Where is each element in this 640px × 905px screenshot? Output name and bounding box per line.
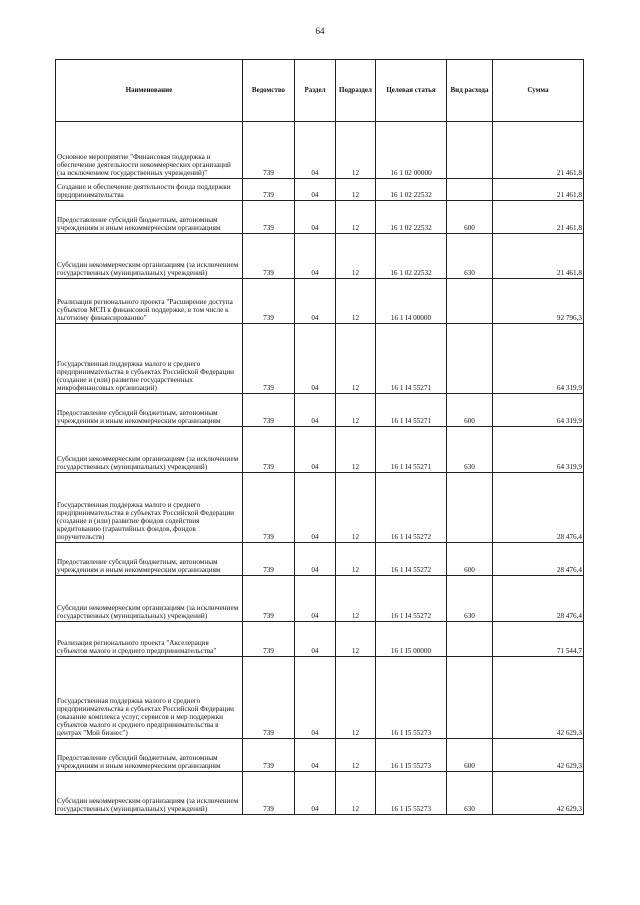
table-row bbox=[56, 622, 584, 657]
table-row bbox=[56, 324, 584, 394]
row-exp-type bbox=[447, 279, 493, 324]
row-section: 04 bbox=[295, 201, 336, 234]
table-row bbox=[56, 427, 584, 473]
row-section: 04 bbox=[295, 657, 336, 739]
row-section: 04 bbox=[295, 324, 336, 394]
row-dept: 739 bbox=[243, 394, 295, 427]
row-section: 04 bbox=[295, 122, 336, 179]
row-exp-type bbox=[447, 122, 493, 179]
row-target: 16 1 I5 55273 bbox=[376, 739, 447, 772]
row-section: 04 bbox=[295, 279, 336, 324]
row-target: 16 1 I4 55271 bbox=[376, 394, 447, 427]
row-name: Субсидии некоммерческим организациям (за исключением государственных (муниципальных) учреждений) bbox=[56, 427, 243, 473]
row-section: 04 bbox=[295, 576, 336, 622]
row-amount: 92 796,3 bbox=[493, 279, 584, 324]
row-exp-type: 630 bbox=[447, 576, 493, 622]
row-exp-type: 630 bbox=[447, 427, 493, 473]
row-name: Реализация регионального проекта "Расширение доступа субъектов МСП к финансовой поддержке, в том числе к льготному финансированию" bbox=[56, 279, 243, 324]
row-section: 04 bbox=[295, 622, 336, 657]
row-amount: 21 461,8 bbox=[493, 179, 584, 201]
row-name: Создание и обеспечение деятельности фонда поддержки предпринимательства bbox=[56, 179, 243, 201]
row-amount: 64 319,9 bbox=[493, 427, 584, 473]
row-name: Предоставление субсидий бюджетным, автономным учреждениям и иным некоммерческим организациям bbox=[56, 394, 243, 427]
row-subsection: 12 bbox=[336, 739, 376, 772]
row-target: 16 1 I4 00000 bbox=[376, 279, 447, 324]
row-amount: 64 319,9 bbox=[493, 394, 584, 427]
table-row bbox=[56, 234, 584, 279]
table-row bbox=[56, 394, 584, 427]
row-exp-type bbox=[447, 473, 493, 543]
row-amount: 28 476,4 bbox=[493, 576, 584, 622]
row-section: 04 bbox=[295, 739, 336, 772]
header-subsection: Подраздел bbox=[336, 60, 376, 122]
row-target: 16 1 I4 55272 bbox=[376, 543, 447, 576]
row-target: 16 1 I4 55272 bbox=[376, 473, 447, 543]
row-subsection: 12 bbox=[336, 473, 376, 543]
row-name: Реализация регионального проекта "Акселерация субъектов малого и среднего предпринимательства" bbox=[56, 622, 243, 657]
row-dept: 739 bbox=[243, 543, 295, 576]
row-name: Предоставление субсидий бюджетным, автономным учреждениям и иным некоммерческим организациям bbox=[56, 739, 243, 772]
table-row bbox=[56, 772, 584, 815]
header-name: Наименование bbox=[56, 60, 243, 122]
table-row bbox=[56, 739, 584, 772]
table-row bbox=[56, 543, 584, 576]
row-subsection: 12 bbox=[336, 543, 376, 576]
row-amount: 71 544,7 bbox=[493, 622, 584, 657]
row-target: 16 1 I5 55273 bbox=[376, 772, 447, 815]
row-subsection: 12 bbox=[336, 622, 376, 657]
row-exp-type: 600 bbox=[447, 201, 493, 234]
row-target: 16 1 I4 55271 bbox=[376, 324, 447, 394]
row-target: 16 1 02 22532 bbox=[376, 201, 447, 234]
row-target: 16 1 I4 55271 bbox=[376, 427, 447, 473]
table-row bbox=[56, 657, 584, 739]
row-exp-type: 600 bbox=[447, 543, 493, 576]
row-name: Предоставление субсидий бюджетным, автономным учреждениям и иным некоммерческим организациям bbox=[56, 543, 243, 576]
row-subsection: 12 bbox=[336, 427, 376, 473]
row-amount: 42 629,3 bbox=[493, 739, 584, 772]
row-section: 04 bbox=[295, 394, 336, 427]
row-target: 16 1 I4 55272 bbox=[376, 576, 447, 622]
row-dept: 739 bbox=[243, 122, 295, 179]
row-dept: 739 bbox=[243, 179, 295, 201]
row-dept: 739 bbox=[243, 739, 295, 772]
table-row bbox=[56, 473, 584, 543]
row-target: 16 1 02 22532 bbox=[376, 179, 447, 201]
row-dept: 739 bbox=[243, 201, 295, 234]
row-dept: 739 bbox=[243, 324, 295, 394]
row-subsection: 12 bbox=[336, 201, 376, 234]
header-dept: Ведомство bbox=[243, 60, 295, 122]
row-amount: 21 461,8 bbox=[493, 201, 584, 234]
row-dept: 739 bbox=[243, 622, 295, 657]
row-name: Государственная поддержка малого и среднего предпринимательства в субъектах Российской Федерации (оказание комплекса услуг, сервисов и мер поддержки субъектов малого и среднего предпринимательства в центрах "Мой бизнес") bbox=[56, 657, 243, 739]
table-row bbox=[56, 122, 584, 179]
header-exp-type: Вид расхода bbox=[447, 60, 493, 122]
row-target: 16 1 I5 55273 bbox=[376, 657, 447, 739]
row-dept: 739 bbox=[243, 657, 295, 739]
row-exp-type: 600 bbox=[447, 739, 493, 772]
header-section: Раздел bbox=[295, 60, 336, 122]
row-target: 16 1 I5 00000 bbox=[376, 622, 447, 657]
row-target: 16 1 02 00000 bbox=[376, 122, 447, 179]
row-amount: 42 629,3 bbox=[493, 772, 584, 815]
table-row bbox=[56, 179, 584, 201]
budget-table bbox=[55, 59, 584, 815]
row-dept: 739 bbox=[243, 279, 295, 324]
row-name: Предоставление субсидий бюджетным, автономным учреждениям и иным некоммерческим организациям bbox=[56, 201, 243, 234]
row-dept: 739 bbox=[243, 772, 295, 815]
row-name: Государственная поддержка малого и среднего предпринимательства в субъектах Российской Федерации (создание и (или) развитие государственных микрофинансовых организаций) bbox=[56, 324, 243, 394]
row-subsection: 12 bbox=[336, 394, 376, 427]
row-section: 04 bbox=[295, 427, 336, 473]
row-amount: 21 461,8 bbox=[493, 122, 584, 179]
row-exp-type: 630 bbox=[447, 772, 493, 815]
page-number: 64 bbox=[315, 26, 325, 36]
row-name: Основное мероприятие "Финансовая поддержка и обеспечение деятельности некоммерческих организаций (за исключением государственных учреждений)" bbox=[56, 122, 243, 179]
row-exp-type bbox=[447, 622, 493, 657]
row-amount: 28 476,4 bbox=[493, 543, 584, 576]
row-exp-type bbox=[447, 657, 493, 739]
row-exp-type: 600 bbox=[447, 394, 493, 427]
row-amount: 21 461,8 bbox=[493, 234, 584, 279]
table-row bbox=[56, 576, 584, 622]
row-name: Субсидии некоммерческим организациям (за исключением государственных (муниципальных) учреждений) bbox=[56, 576, 243, 622]
row-section: 04 bbox=[295, 473, 336, 543]
table-header-row bbox=[56, 60, 584, 122]
row-target: 16 1 02 22532 bbox=[376, 234, 447, 279]
row-exp-type bbox=[447, 324, 493, 394]
header-amount: Сумма bbox=[493, 60, 584, 122]
row-exp-type bbox=[447, 179, 493, 201]
row-subsection: 12 bbox=[336, 279, 376, 324]
row-name: Субсидии некоммерческим организациям (за исключением государственных (муниципальных) учреждений) bbox=[56, 234, 243, 279]
row-subsection: 12 bbox=[336, 234, 376, 279]
row-dept: 739 bbox=[243, 473, 295, 543]
table-row bbox=[56, 201, 584, 234]
row-dept: 739 bbox=[243, 576, 295, 622]
row-exp-type: 630 bbox=[447, 234, 493, 279]
row-subsection: 12 bbox=[336, 324, 376, 394]
row-section: 04 bbox=[295, 772, 336, 815]
row-subsection: 12 bbox=[336, 576, 376, 622]
row-section: 04 bbox=[295, 234, 336, 279]
row-subsection: 12 bbox=[336, 122, 376, 179]
row-name: Государственная поддержка малого и среднего предпринимательства в субъектах Российской Федерации (создание и (или) развитие фондов содействия кредитованию (гарантийных фондов, фондов поручительств) bbox=[56, 473, 243, 543]
row-subsection: 12 bbox=[336, 772, 376, 815]
row-section: 04 bbox=[295, 179, 336, 201]
row-name: Субсидии некоммерческим организациям (за исключением государственных (муниципальных) учреждений) bbox=[56, 772, 243, 815]
row-amount: 28 476,4 bbox=[493, 473, 584, 543]
header-target: Целевая статья bbox=[376, 60, 447, 122]
row-dept: 739 bbox=[243, 427, 295, 473]
row-dept: 739 bbox=[243, 234, 295, 279]
row-amount: 42 629,3 bbox=[493, 657, 584, 739]
row-section: 04 bbox=[295, 543, 336, 576]
row-subsection: 12 bbox=[336, 179, 376, 201]
row-subsection: 12 bbox=[336, 657, 376, 739]
table-row bbox=[56, 279, 584, 324]
row-amount: 64 319,9 bbox=[493, 324, 584, 394]
